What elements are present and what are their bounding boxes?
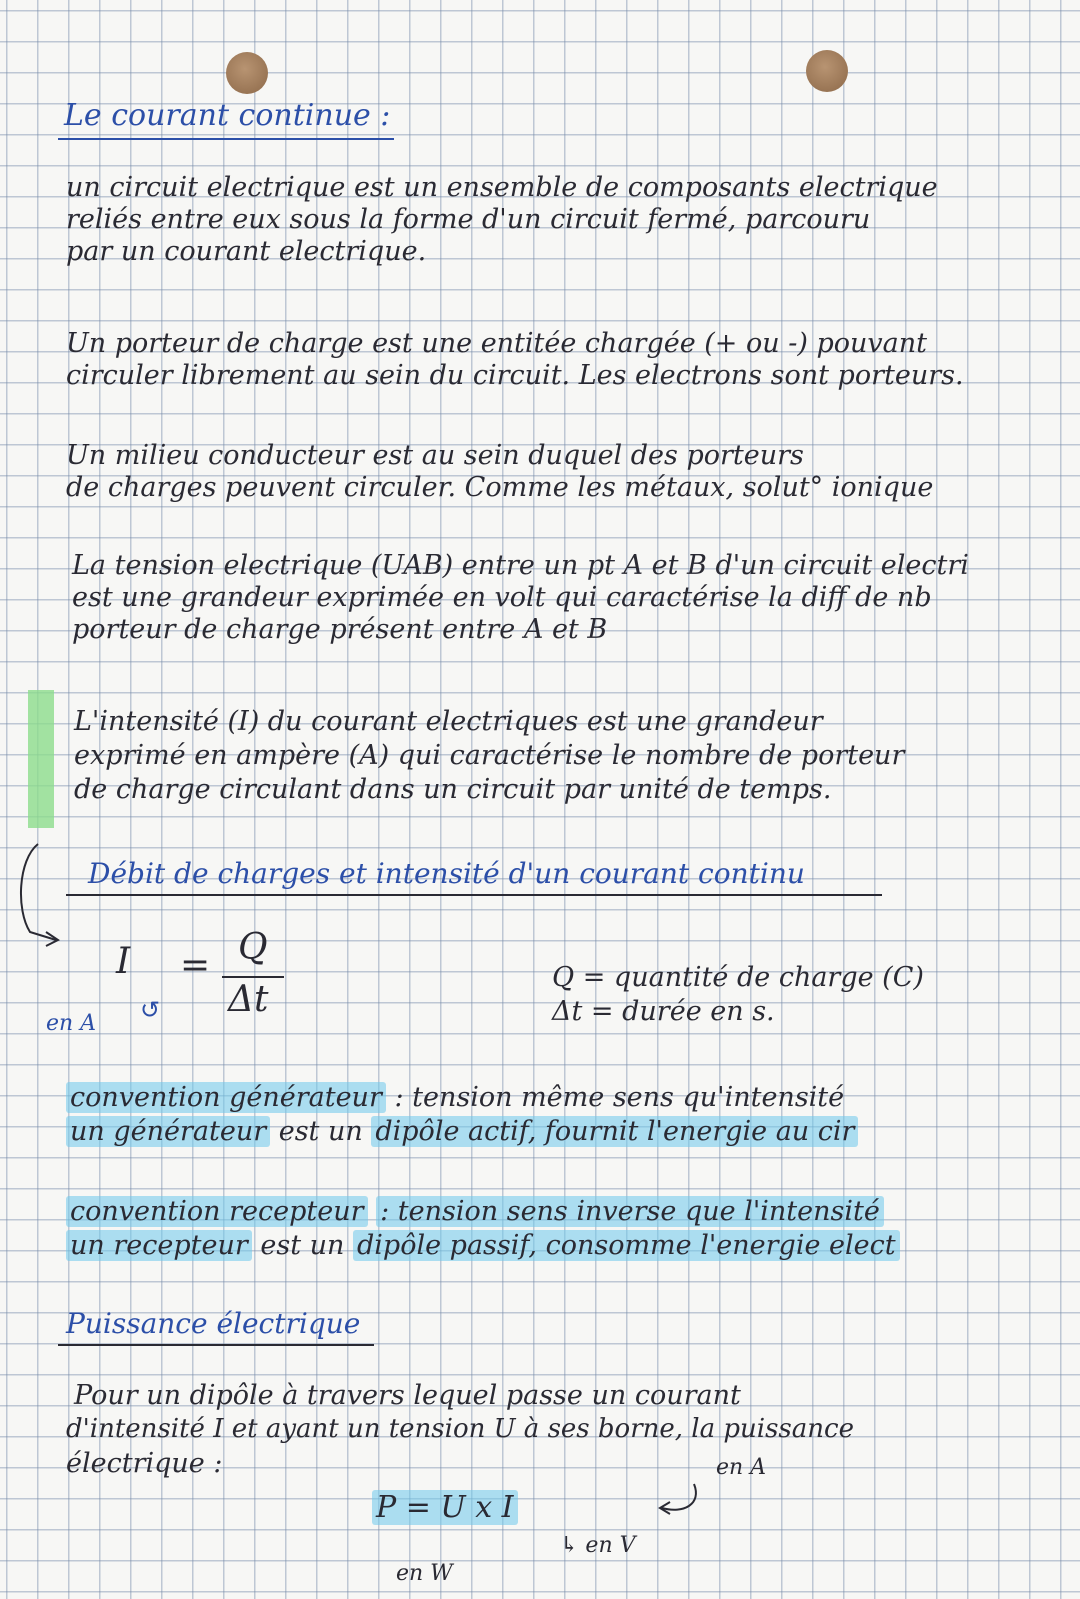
definition-delta-t: Δt = durée en s.: [552, 996, 775, 1027]
paragraph-circuit-line-3: par un courant electrique.: [66, 236, 427, 267]
paragraph-puissance-line-3: électrique :: [66, 1448, 223, 1479]
generateur-highlight: un générateur: [66, 1116, 270, 1147]
paragraph-porteur-line-1: Un porteur de charge est une entitée chargée (+ ou -) pouvant: [66, 328, 927, 359]
title-underline: [58, 138, 394, 140]
paragraph-intensite-line-3: de charge circulant dans un circuit par unité de temps.: [74, 774, 832, 805]
paragraph-intensite-line-2: exprimé en ampère (A) qui caractérise le nombre de porteur: [74, 740, 905, 771]
debit-underline: [66, 894, 882, 896]
recepteur-highlight: un recepteur: [66, 1230, 252, 1261]
convention-recepteur-desc: : tension sens inverse que l'intensité: [376, 1196, 884, 1227]
formula-unit-note: en A: [46, 1011, 97, 1036]
paragraph-intensite-line-1: L'intensité (I) du courant electriques est une grandeur: [74, 706, 823, 737]
arrow-curve-icon: [648, 1478, 708, 1522]
convention-generateur-label: convention générateur: [66, 1082, 386, 1113]
convention-generateur-line-2: [66, 1116, 858, 1147]
dipole-passif-highlight: dipôle passif, consomme l'energie elect: [353, 1230, 900, 1261]
unit-en-w: en W: [396, 1561, 453, 1586]
paragraph-circuit-line-1: un circuit electrique est un ensemble de composants electrique: [66, 172, 938, 203]
paragraph-puissance-line-1: Pour un dipôle à travers lequel passe un courant: [74, 1380, 741, 1411]
punch-hole-right: [806, 50, 848, 92]
paragraph-circuit-line-2: reliés entre eux sous la forme d'un circuit fermé, parcouru: [66, 204, 871, 235]
generateur-est-un: est un: [278, 1116, 363, 1147]
section-title-courant-continu: Le courant continue :: [64, 98, 391, 133]
section-title-puissance: Puissance électrique: [66, 1307, 361, 1340]
green-highlight-marker: [28, 690, 54, 828]
unit-en-v: ↳ en V: [560, 1533, 636, 1558]
convention-generateur-desc: : tension même sens qu'intensité: [394, 1082, 845, 1113]
formula-intensity-numerator: Q: [238, 927, 268, 968]
paragraph-tension-line-3: porteur de charge présent entre A et B: [72, 614, 608, 645]
convention-recepteur-line-2: [66, 1230, 900, 1261]
convention-recepteur-label: convention recepteur: [66, 1196, 368, 1227]
section-title-debit: Débit de charges et intensité d'un courant continu: [88, 857, 805, 890]
arrow-up-icon: ↺: [140, 996, 161, 1024]
formula-intensity-eq: =: [180, 945, 211, 986]
paragraph-porteur-line-2: circuler librement au sein du circuit. Les electrons sont porteurs.: [66, 360, 964, 391]
fraction-bar: [222, 976, 284, 978]
curved-arrow-icon: [10, 840, 70, 960]
dipole-actif-highlight: dipôle actif, fournit l'energie au cir: [371, 1116, 858, 1147]
formula-puissance: [372, 1492, 518, 1523]
paragraph-conducteur-line-2: de charges peuvent circuler. Comme les métaux, solut° ionique: [66, 472, 934, 503]
formula-puissance-text: P = U x I: [372, 1490, 518, 1525]
paragraph-conducteur-line-1: Un milieu conducteur est au sein duquel des porteurs: [66, 440, 804, 471]
unit-en-a: en A: [716, 1455, 767, 1480]
convention-generateur-line-1: [66, 1082, 844, 1113]
paragraph-puissance-line-2: d'intensité I et ayant un tension U à ses borne, la puissance: [66, 1414, 854, 1444]
paragraph-tension-line-1: La tension electrique (UAB) entre un pt A et B d'un circuit electri: [72, 550, 969, 581]
recepteur-est-un: est un: [260, 1230, 345, 1261]
punch-hole-left: [226, 52, 268, 94]
formula-intensity-lhs: I: [116, 941, 131, 982]
definition-q: Q = quantité de charge (C): [552, 962, 924, 993]
convention-recepteur-line-1: [66, 1196, 884, 1227]
puissance-underline: [58, 1344, 374, 1346]
paragraph-tension-line-2: est une grandeur exprimée en volt qui caractérise la diff de nb: [72, 582, 932, 613]
formula-intensity-denominator: Δt: [228, 979, 269, 1020]
